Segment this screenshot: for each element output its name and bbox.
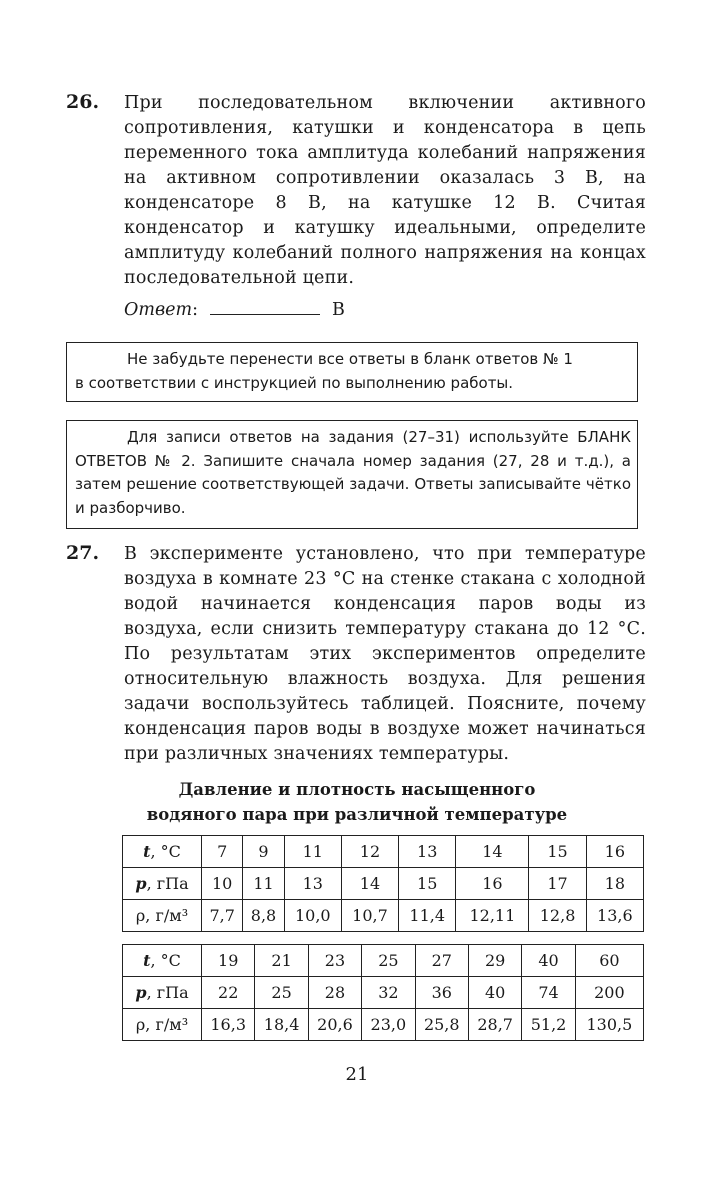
table-row-temperature (123, 836, 644, 868)
table-cell: 10,7 (341, 900, 398, 932)
row-label-density: ρ, г/м³ (123, 1009, 202, 1041)
table-cell: 13 (284, 868, 341, 900)
table-cell: 14 (341, 868, 398, 900)
problem-26 (66, 91, 646, 291)
answer-unit: В (331, 300, 345, 320)
table-cell: 29 (468, 945, 521, 977)
table-cell: 11 (284, 836, 341, 868)
table-cell: 11 (243, 868, 284, 900)
row-label-pressure: p, гПа (123, 868, 202, 900)
table-cell: 28,7 (468, 1009, 521, 1041)
table-cell: 60 (575, 945, 643, 977)
table-row-density (123, 1009, 644, 1041)
table-cell: 25 (362, 945, 415, 977)
table-cell: 15 (529, 836, 586, 868)
notice-1-line-1: Не забудьте перенести все ответы в бланк ответов № 1 (127, 350, 573, 368)
vapor-table-1 (122, 835, 644, 932)
table-cell: 40 (522, 945, 575, 977)
table-cell: 18,4 (255, 1009, 308, 1041)
table-cell: 40 (468, 977, 521, 1009)
table-title-line-2: водяного пара при различной температуре (146, 805, 568, 824)
table-cell: 27 (415, 945, 468, 977)
answer-blank (210, 298, 320, 315)
table-cell: 20,6 (308, 1009, 361, 1041)
answer-line: Ответ : В (124, 300, 345, 320)
table-cell: 74 (522, 977, 575, 1009)
table-cell: 36 (415, 977, 468, 1009)
page-number: 21 (345, 1064, 369, 1085)
table-cell: 15 (399, 868, 456, 900)
table-cell: 23,0 (362, 1009, 415, 1041)
table-cell: 14 (456, 836, 529, 868)
problem-27 (66, 542, 646, 767)
table-cell: 12,11 (456, 900, 529, 932)
notice-2-text: Для записи ответов на задания (27–31) используйте БЛАНК ОТВЕТОВ № 2. Запишите сначала номер задания (27, 28 и т.д.), а затем решение соответствующей задачи. Ответы записывайте чётко и разборчиво. (75, 428, 631, 517)
table-cell: 16 (586, 836, 643, 868)
table-cell: 16,3 (202, 1009, 255, 1041)
table-cell: 8,8 (243, 900, 284, 932)
table-row-pressure (123, 868, 644, 900)
table-cell: 25,8 (415, 1009, 468, 1041)
table-cell: 200 (575, 977, 643, 1009)
notice-1-line-2: в соответствии с инструкцией по выполнению работы. (75, 373, 514, 392)
table-cell: 22 (202, 977, 255, 1009)
table-cell: 18 (586, 868, 643, 900)
table-cell: 16 (456, 868, 529, 900)
table-cell: 10 (202, 868, 243, 900)
row-label-pressure: p, гПа (123, 977, 202, 1009)
problem-number: 27. (66, 542, 100, 564)
table-cell: 51,2 (522, 1009, 575, 1041)
problem-text: В эксперименте установлено, что при температуре воздуха в комнате 23 °С на стенке стакана с холодной водой начинается конденсация паров воды из воздуха, если снизить температуру стакана до 12 °С. По результатам этих экспериментов определите относительную влажность воздуха. Для решения задачи воспользуйтесь таблицей. Поясните, почему конденсация паров воды в воздухе может начинаться при различных значениях температуры. (124, 544, 646, 764)
table-cell: 10,0 (284, 900, 341, 932)
table-cell: 12 (341, 836, 398, 868)
row-label-temperature: t, °С (123, 945, 202, 977)
row-label-temperature: t, °С (123, 836, 202, 868)
table-cell: 32 (362, 977, 415, 1009)
vapor-table-2 (122, 944, 644, 1041)
problem-text: При последовательном включении активного сопротивления, катушки и конденсатора в цепь переменного тока амплитуда колебаний напряжения на активном сопротивлении оказалась 3 В, на конденсаторе 8 В, на катушке 12 В. Считая конденсатор и катушку идеальными, определите амплитуду колебаний полного напряжения на концах последовательной цепи. (124, 93, 646, 288)
notice-box-1 (66, 342, 638, 402)
table-title-line-1: Давление и плотность насыщенного (178, 780, 536, 799)
table-cell: 11,4 (399, 900, 456, 932)
table-cell: 25 (255, 977, 308, 1009)
table-cell: 13,6 (586, 900, 643, 932)
notice-box-2 (66, 420, 638, 529)
table-cell: 130,5 (575, 1009, 643, 1041)
table-cell: 17 (529, 868, 586, 900)
table-cell: 9 (243, 836, 284, 868)
table-cell: 28 (308, 977, 361, 1009)
row-label-density: ρ, г/м³ (123, 900, 202, 932)
table-cell: 21 (255, 945, 308, 977)
problem-number: 26. (66, 91, 100, 113)
table-cell: 19 (202, 945, 255, 977)
table-cell: 13 (399, 836, 456, 868)
table-cell: 7 (202, 836, 243, 868)
table-cell: 12,8 (529, 900, 586, 932)
answer-label: Ответ (124, 300, 193, 320)
table-row-density (123, 900, 644, 932)
table-row-temperature (123, 945, 644, 977)
table-cell: 7,7 (202, 900, 243, 932)
table-title (0, 777, 714, 827)
table-cell: 23 (308, 945, 361, 977)
table-row-pressure (123, 977, 644, 1009)
